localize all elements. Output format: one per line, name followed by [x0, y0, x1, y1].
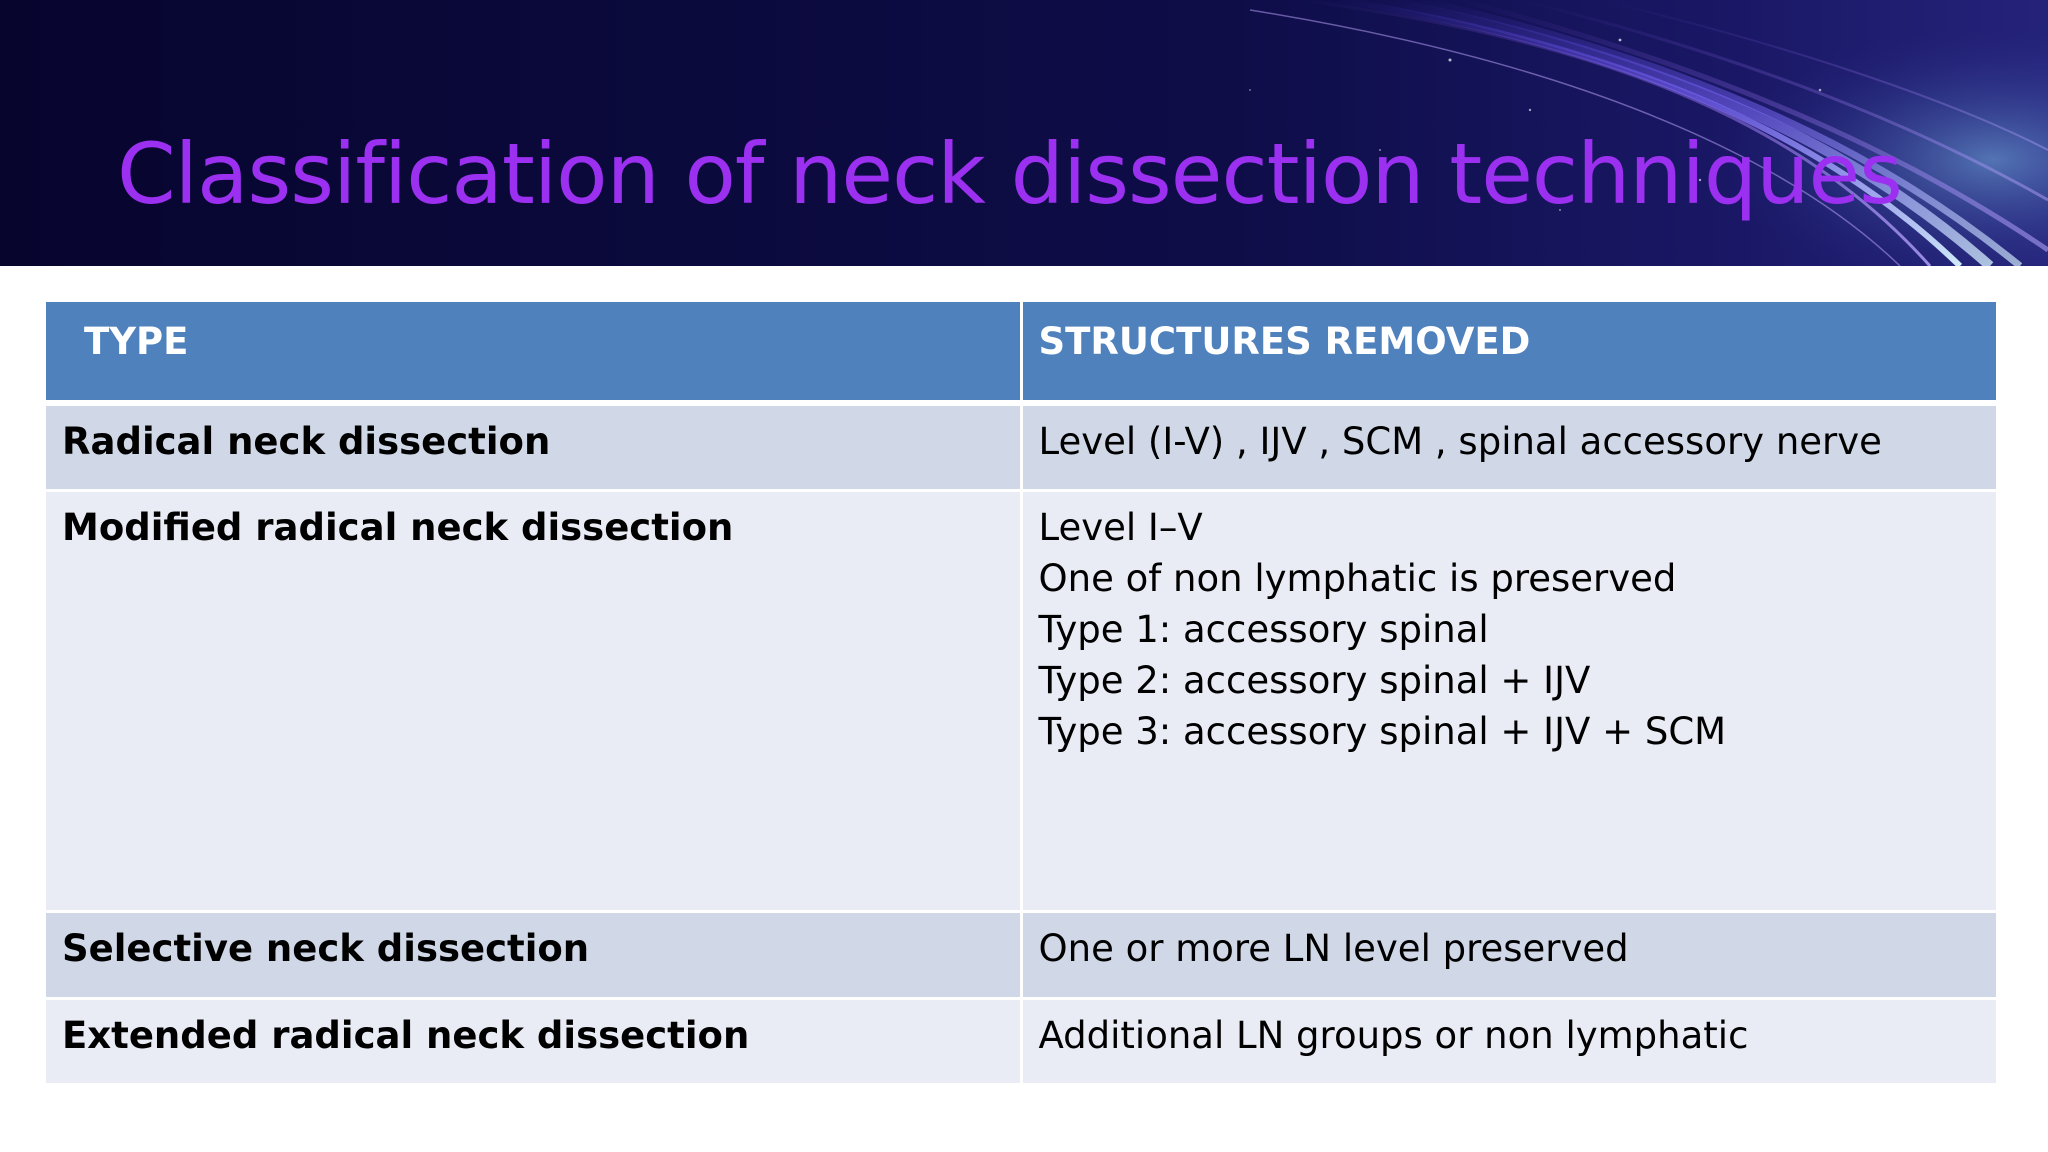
structures-line: One or more LN level preserved — [1038, 926, 1629, 970]
structures-cell — [1021, 403, 1996, 490]
structures-cell — [1021, 490, 1996, 911]
structures-line: Additional LN groups or non lymphatic — [1038, 1013, 1749, 1057]
structures-line: Type 3: accessory spinal + IJV + SCM — [1038, 709, 1727, 753]
structures-line: One of non lymphatic is preserved — [1038, 556, 1677, 600]
header-type: TYPE — [46, 302, 1021, 403]
structures-cell — [1021, 998, 1996, 1084]
type-cell: Extended radical neck dissection — [46, 998, 1021, 1084]
structures-line: Level (I-V) , IJV , SCM , spinal accessory nerve — [1038, 420, 1882, 463]
type-cell: Modified radical neck dissection — [46, 490, 1021, 911]
classification-table — [46, 302, 1996, 1086]
structures-cell — [1021, 911, 1996, 998]
table-row — [46, 998, 1996, 1084]
structures-line: Level I–V — [1038, 505, 1203, 549]
type-cell: Selective neck dissection — [46, 911, 1021, 998]
table-row — [46, 403, 1996, 490]
type-cell: Radical neck dissection — [46, 403, 1021, 490]
structures-line: Type 2: accessory spinal + IJV — [1038, 658, 1591, 702]
table-row — [46, 490, 1996, 911]
structures-line: Type 1: accessory spinal — [1038, 607, 1489, 651]
slide-title: Classification of neck dissection techniques — [117, 125, 1902, 223]
header-band — [0, 0, 2048, 266]
table-row — [46, 911, 1996, 998]
header-structures-removed: STRUCTURES REMOVED — [1021, 302, 1996, 403]
table-header-row — [46, 302, 1996, 403]
